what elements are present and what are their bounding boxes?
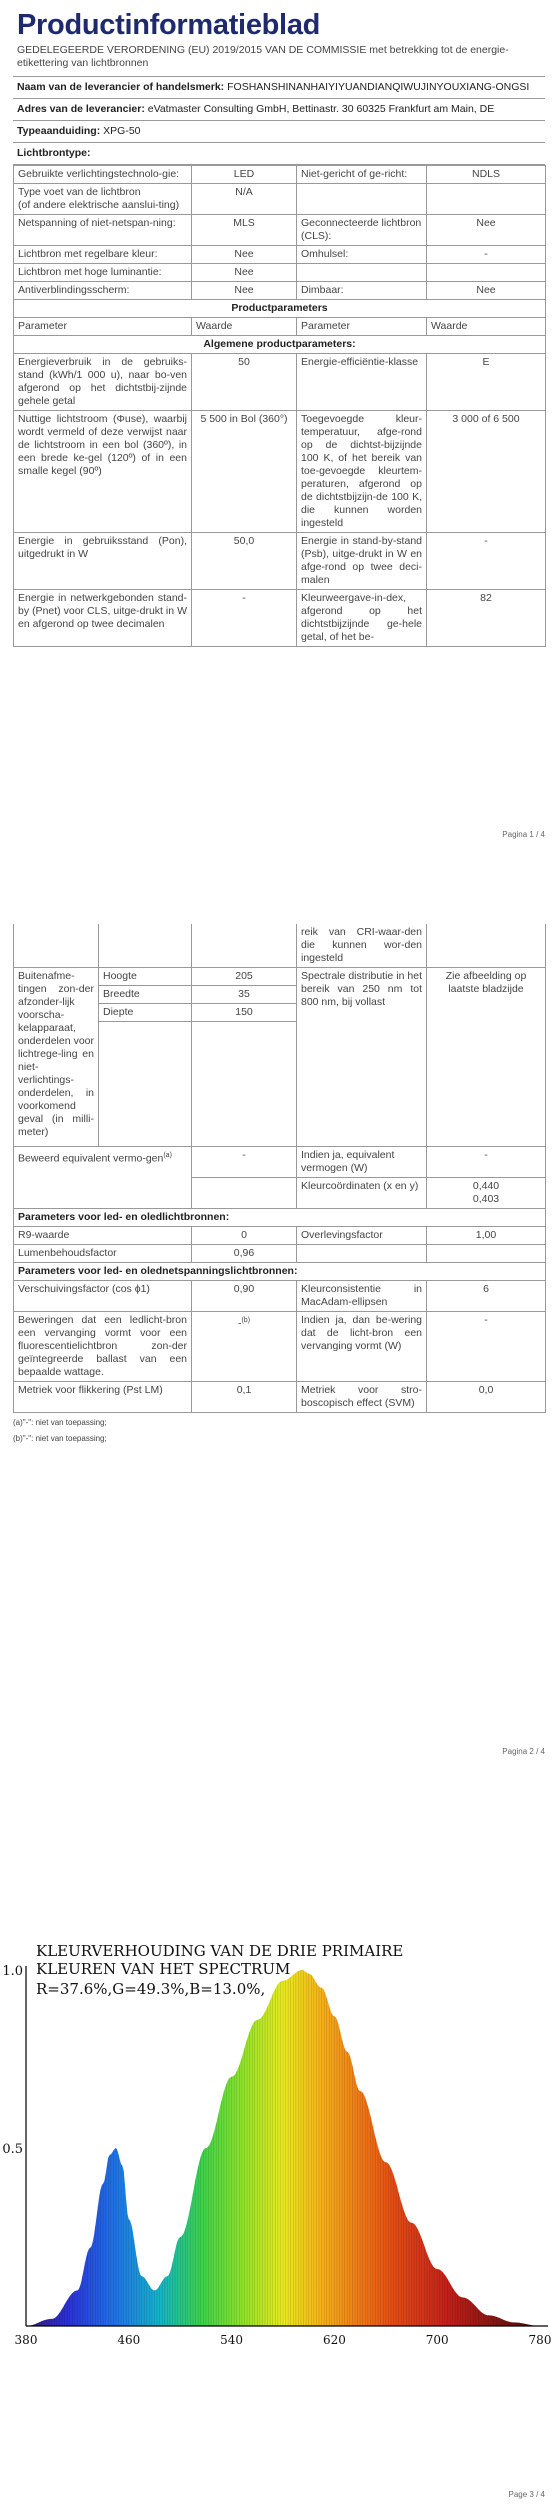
table-row — [14, 1312, 546, 1382]
lightsource-type-heading — [13, 143, 545, 165]
cell-value: 82 — [427, 590, 546, 647]
claimed-power-label — [14, 1147, 192, 1209]
page-2 — [0, 862, 557, 1788]
stroboscopic-label: Metriek voor stro-boscopisch effect (SVM) — [297, 1382, 427, 1413]
footnote-ref: (b) — [241, 1317, 251, 1324]
cell-label: Kleurweergave-in-dex, afgerond op het dichtstbijzijnde ge-hele getal, of het be- — [297, 590, 427, 647]
cell-label: Toegevoegde kleur-temperatuur, afge-rond op de dichtst-bijzijnde 100 K, of het bereik van toe-gevoegde kleurtem-peraturen, afgerond op de dichtstbijzijn-de 100 K, die kunnen worden ingesteld — [297, 411, 427, 533]
cell-empty — [99, 924, 192, 968]
y-tick-label: 0.5 — [2, 2142, 23, 2157]
cell-value: - — [427, 246, 546, 264]
cell-value: - — [427, 533, 546, 590]
cell-empty — [427, 184, 546, 215]
equivalent-power-value: - — [427, 1147, 546, 1178]
chromaticity-y: 0,403 — [472, 1193, 500, 1205]
dimension-value: 205 — [192, 968, 297, 986]
dimensions-label: Buitenafme-tingen zon-der afzonder-lijk voorscha-kelapparaat, onderdelen voor lichtrege-ling en niet-verlichtings-onderdelen, in voorkomend geval (in milli-meter) — [14, 968, 99, 1147]
chart-title-group — [36, 1942, 403, 1998]
cell-value: 50 — [192, 354, 297, 411]
spectral-value: Zie afbeelding op laatste bladzijde — [427, 968, 546, 1147]
cell-label: Nuttige lichtstroom (Φuse), waarbij wordt vermeld of deze verwijst naar de lichtstroom in een bol (360º), in een brede ke-gel (120º) of in een smalle kegel (90º) — [14, 411, 192, 533]
x-tick-label: 780 — [528, 2333, 552, 2347]
cell-value: N/A — [192, 184, 297, 215]
cell-empty — [427, 1245, 546, 1263]
table-row — [14, 1147, 546, 1178]
y-tick-label: 1.0 — [2, 1964, 23, 1979]
supplier-address-value: eVatmaster Consulting GmbH, Bettinastr. 30 60325 Frankfurt am Main, DE — [147, 103, 495, 115]
colour-consistency-label: Kleurconsistentie in MacAdam-ellipsen — [297, 1281, 427, 1312]
lumen-maintenance-label: Lumenbehoudsfactor — [14, 1245, 192, 1263]
table-row — [14, 354, 546, 411]
cell-label: Energie-efficiëntie-klasse — [297, 354, 427, 411]
cell-value: Nee — [427, 215, 546, 246]
section-row — [14, 1209, 546, 1227]
footnote-ref: (a) — [163, 1152, 172, 1159]
table-row — [14, 264, 546, 282]
parameters-table-continued — [13, 924, 546, 1413]
equivalent-power-label: Indien ja, equivalent vermogen (W) — [297, 1147, 427, 1178]
flicker-value: 0,1 — [192, 1382, 297, 1413]
table-row — [14, 1245, 546, 1263]
x-tick-label: 700 — [425, 2333, 449, 2347]
claimed-power-text: Beweerd equivalent vermo-gen — [18, 1152, 164, 1165]
page-number: Page 3 / 4 — [508, 2490, 545, 2499]
cell-value: Nee — [192, 246, 297, 264]
chromaticity-label: Kleurcoördinaten (x en y) — [297, 1178, 427, 1209]
fluorescent-claim-text: - — [237, 1317, 242, 1330]
cell-value: NDLS — [427, 166, 546, 184]
cell-label: Energie in stand-by-stand (Psb), uitge-drukt in W en afge-rond op twee deci-malen — [297, 533, 427, 590]
page-number: Pagina 2 / 4 — [502, 1747, 545, 1756]
cell-value: Nee — [192, 282, 297, 300]
r9-label: R9-waarde — [14, 1227, 192, 1245]
section-row — [14, 336, 546, 354]
cell-value: 50,0 — [192, 533, 297, 590]
x-tick-label: 380 — [14, 2333, 38, 2347]
cell-label: Dimbaar: — [297, 282, 427, 300]
table-row — [14, 533, 546, 590]
cap-type-label: Type voet van de lichtbron — [18, 186, 141, 198]
cell-value: E — [427, 354, 546, 411]
r9-value: 0 — [192, 1227, 297, 1245]
cell-empty — [99, 1022, 192, 1147]
cell-label: Energie in netwerkgebonden stand-by (Pnet) voor CLS, uitge-drukt in W en afgerond op twee decimalen — [14, 590, 192, 647]
table-row — [14, 246, 546, 264]
column-header: Waarde — [192, 318, 297, 336]
model-row — [13, 121, 545, 143]
table-row — [14, 1281, 546, 1312]
displacement-factor-value: 0,90 — [192, 1281, 297, 1312]
cell-label: Antiverblindingsscherm: — [14, 282, 192, 300]
cell-empty — [427, 924, 546, 968]
table-header-row — [14, 318, 546, 336]
cell-label: Netspanning of niet-netspan-ning: — [14, 215, 192, 246]
cell-label: Energie in gebruiksstand (Pon), uitgedrukt in W — [14, 533, 192, 590]
supplier-address-row — [13, 99, 545, 121]
x-tick-label: 620 — [322, 2333, 346, 2347]
lightsource-type-label: Lichtbrontype: — [17, 147, 91, 159]
section-row — [14, 300, 546, 318]
lightsource-table — [13, 165, 546, 647]
fluorescent-claim-label: Beweringen dat een ledlicht-bron een vervanging vormt voor een fluorescentielichtbron zon-der geïntegreerde ballast van een bepaalde wattage. — [14, 1312, 192, 1382]
supplier-address-label: Adres van de leverancier: — [17, 103, 145, 115]
general-parameters-heading: Algemene productparameters: — [14, 336, 546, 354]
table-row — [14, 968, 546, 986]
stroboscopic-value: 0,0 — [427, 1382, 546, 1413]
y-axis-ticks — [2, 1964, 23, 2157]
table-row — [14, 590, 546, 647]
footnote-b: (b)"-": niet van toepassing; — [13, 1434, 107, 1443]
x-tick-label: 460 — [117, 2333, 141, 2347]
led-parameters-heading: Parameters voor led- en oledlichtbronnen: — [14, 1209, 546, 1227]
supplier-name-value: FOSHANSHINANHAIYIYUANDIANQIWUJINYOUXIANG-ONGSI — [227, 81, 530, 93]
cell-value: MLS — [192, 215, 297, 246]
table-row — [14, 1227, 546, 1245]
survival-label: Overlevingsfactor — [297, 1227, 427, 1245]
product-parameters-heading: Productparameters — [14, 300, 546, 318]
cell-label — [14, 184, 192, 215]
cell-label: Energieverbruik in de gebruiks-stand (kWh/1 000 u), naar bo-ven afgerond op het dichtstbij-zijnde gehele getal — [14, 354, 192, 411]
x-tick-label: 540 — [220, 2333, 244, 2347]
cell-empty — [297, 264, 427, 282]
cell-label: Gebruikte verlichtingstechnolo-gie: — [14, 166, 192, 184]
cell-value: 5 500 in Bol (360°) — [192, 411, 297, 533]
document-subtitle: GEDELEGEERDE VERORDENING (EU) 2019/2015 VAN DE COMMISSIE met betrekking tot de energie-etikettering van lichtbronnen — [13, 42, 545, 77]
cell-label: Geconnecteerde lichtbron (CLS): — [297, 215, 427, 246]
table-row — [14, 184, 546, 215]
model-label: Typeaanduiding: — [17, 125, 101, 137]
dimension-name: Breedte — [99, 986, 192, 1004]
cap-type-note: (of andere elektrische aanslui-ting) — [18, 199, 180, 211]
cell-label: Omhulsel: — [297, 246, 427, 264]
flicker-label: Metriek voor flikkering (Pst LM) — [14, 1382, 192, 1413]
cri-continued: reik van CRI-waar-den die kunnen wor-den ingesteld — [297, 924, 427, 968]
page-3 — [0, 1788, 557, 2510]
chart-subtitle: R=37.6%,G=49.3%,B=13.0%, — [36, 1980, 266, 1998]
chart-title-line-1: KLEURVERHOUDING VAN DE DRIE PRIMAIRE — [36, 1942, 404, 1960]
cell-value: 3 000 of 6 500 — [427, 411, 546, 533]
cell-label: Niet-gericht of ge-richt: — [297, 166, 427, 184]
cell-value: - — [192, 590, 297, 647]
dimension-value: 35 — [192, 986, 297, 1004]
section-row — [14, 1263, 546, 1281]
survival-value: 1,00 — [427, 1227, 546, 1245]
spectral-label: Spectrale distributie in het bereik van 250 nm tot 800 nm, bij vollast — [297, 968, 427, 1147]
fluorescent-claim-value — [192, 1312, 297, 1382]
replacement-claim-label: Indien ja, dan be-wering dat de licht-bron een vervanging vormt (W) — [297, 1312, 427, 1382]
page-2-content — [13, 924, 545, 1445]
column-header: Parameter — [14, 318, 192, 336]
table-row — [14, 166, 546, 184]
cell-empty — [297, 1245, 427, 1263]
dimension-name: Diepte — [99, 1004, 192, 1022]
page-1 — [0, 0, 557, 862]
column-header: Parameter — [297, 318, 427, 336]
cell-value: Nee — [192, 264, 297, 282]
model-value: XPG-50 — [103, 125, 141, 137]
displacement-factor-label: Verschuivingsfactor (cos ϕ1) — [14, 1281, 192, 1312]
chromaticity-x: 0,440 — [472, 1180, 500, 1192]
table-row — [14, 282, 546, 300]
page-1-content — [13, 6, 545, 647]
lumen-maintenance-value: 0,96 — [192, 1245, 297, 1263]
claimed-power-value: - — [192, 1147, 297, 1178]
cell-label: Lichtbron met regelbare kleur: — [14, 246, 192, 264]
table-row — [14, 411, 546, 533]
supplier-name-row — [13, 77, 545, 99]
column-header: Waarde — [427, 318, 546, 336]
cell-empty — [192, 1022, 297, 1147]
cell-label: Lichtbron met hoge luminantie: — [14, 264, 192, 282]
x-axis-ticks — [15, 2333, 552, 2347]
dimension-value: 150 — [192, 1004, 297, 1022]
document-title: Productinformatieblad — [17, 9, 321, 41]
dimension-name: Hoogte — [99, 968, 192, 986]
spectrum-chart — [0, 1806, 557, 2366]
table-row — [14, 924, 546, 968]
replacement-claim-value: - — [427, 1312, 546, 1382]
mains-parameters-heading: Parameters voor led- en olednetspanningslichtbronnen: — [14, 1263, 546, 1281]
chart-title-line-2: KLEUREN VAN HET SPECTRUM — [36, 1960, 291, 1978]
cell-empty — [297, 184, 427, 215]
cell-empty — [14, 924, 99, 968]
cell-value: Nee — [427, 282, 546, 300]
cell-empty — [192, 924, 297, 968]
cell-empty — [427, 264, 546, 282]
table-row — [14, 215, 546, 246]
cell-value: LED — [192, 166, 297, 184]
chromaticity-value — [427, 1178, 546, 1209]
table-row — [14, 1382, 546, 1413]
colour-consistency-value: 6 — [427, 1281, 546, 1312]
cell-empty — [192, 1178, 297, 1209]
page-number: Pagina 1 / 4 — [502, 830, 545, 839]
supplier-name-label: Naam van de leverancier of handelsmerk: — [17, 81, 225, 93]
footnote-a: (a)"-": niet van toepassing; — [13, 1418, 107, 1427]
